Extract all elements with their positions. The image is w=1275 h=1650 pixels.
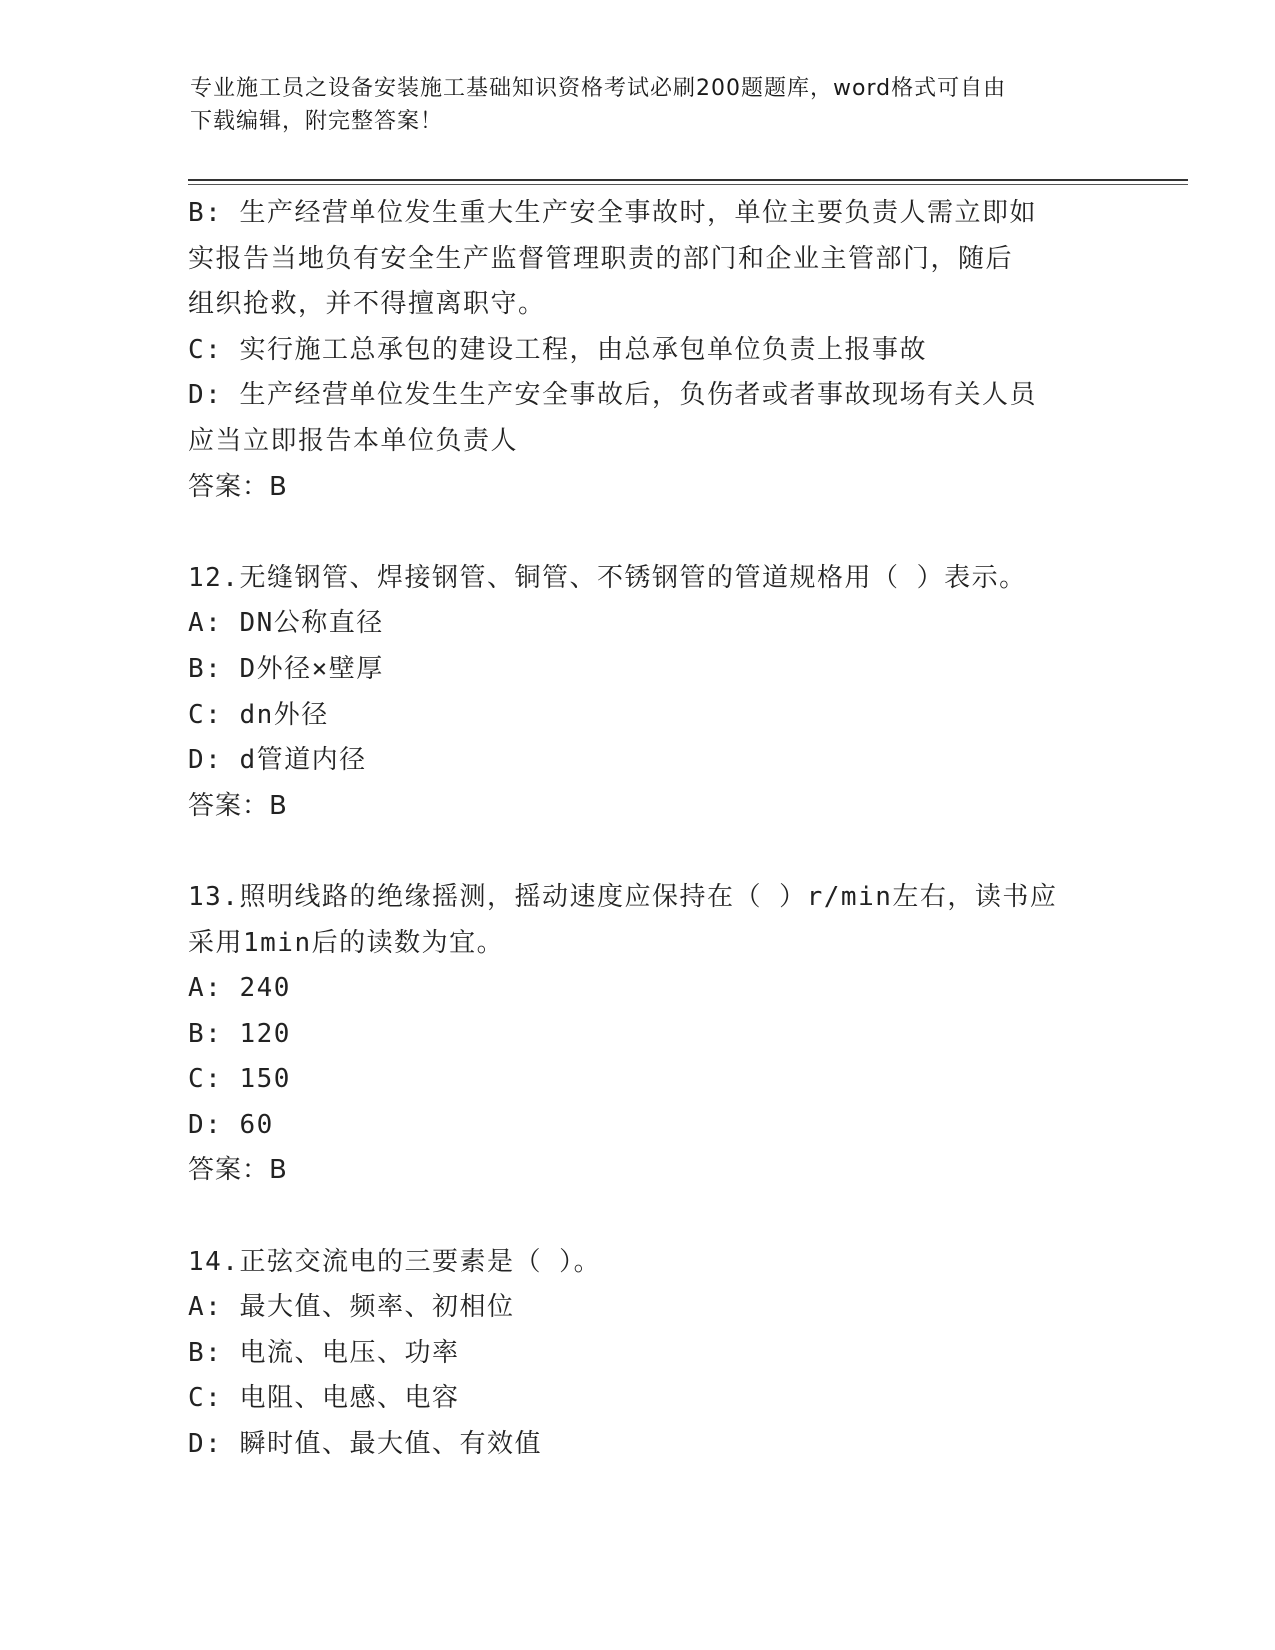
option-d: D: 瞬时值、最大值、有效值 <box>188 1429 542 1460</box>
header-divider-thin <box>188 184 1188 185</box>
option-d-line-2: 应当立即报告本单位负责人 <box>188 425 519 456</box>
option-d: D: 60 <box>188 1109 274 1140</box>
option-b-line-2: 实报告当地负有安全生产监督管理职责的部门和企业主管部门，随后 <box>188 243 1014 274</box>
option-c: C: 实行施工总承包的建设工程，由总承包单位负责上报事故 <box>188 334 927 365</box>
question-stem: 14.正弦交流电的三要素是（ ）。 <box>188 1246 602 1277</box>
header-divider-thick <box>188 179 1188 181</box>
option-c: C: 电阻、电感、电容 <box>188 1383 460 1414</box>
header-line-1: 专业施工员之设备安装施工基础知识资格考试必刷200题题库，word格式可自由 <box>190 76 1007 101</box>
option-b: B: D外径×壁厚 <box>188 653 384 684</box>
question-spacer <box>188 1194 1108 1240</box>
answer: 答案：B <box>188 471 288 502</box>
document-header <box>190 72 1090 138</box>
question-list <box>188 191 1108 1468</box>
option-c: C: dn外径 <box>188 699 329 730</box>
question-stem-line-2: 采用1min后的读数为宜。 <box>188 927 505 958</box>
option-d: D: d管道内径 <box>188 745 367 776</box>
question-spacer <box>188 829 1108 875</box>
option-b: B: 120 <box>188 1018 291 1049</box>
option-d-line-1: D: 生产经营单位发生生产安全事故后，负伤者或者事故现场有关人员 <box>188 380 1037 411</box>
question-11 <box>188 191 1108 510</box>
question-spacer <box>188 510 1108 556</box>
header-line-2: 下载编辑，附完整答案！ <box>190 109 444 134</box>
option-c: C: 150 <box>188 1064 291 1095</box>
question-12 <box>188 556 1108 830</box>
question-14 <box>188 1240 1108 1468</box>
answer: 答案：B <box>188 790 288 821</box>
answer: 答案：B <box>188 1155 288 1186</box>
option-b-line-3: 组织抢救，并不得擅离职守。 <box>188 289 546 320</box>
option-b-line-1: B: 生产经营单位发生重大生产安全事故时，单位主要负责人需立即如 <box>188 198 1037 228</box>
option-b: B: 电流、电压、功率 <box>188 1337 460 1368</box>
option-a: A: DN公称直径 <box>188 608 384 639</box>
question-stem: 12.无缝钢管、焊接钢管、铜管、不锈钢管的管道规格用（ ）表示。 <box>188 562 1027 593</box>
option-a: A: 最大值、频率、初相位 <box>188 1292 515 1323</box>
question-13 <box>188 875 1108 1194</box>
question-stem-line-1: 13.照明线路的绝缘摇测，摇动速度应保持在（ ）r/min左右，读书应 <box>188 881 1058 912</box>
option-a: A: 240 <box>188 973 291 1004</box>
